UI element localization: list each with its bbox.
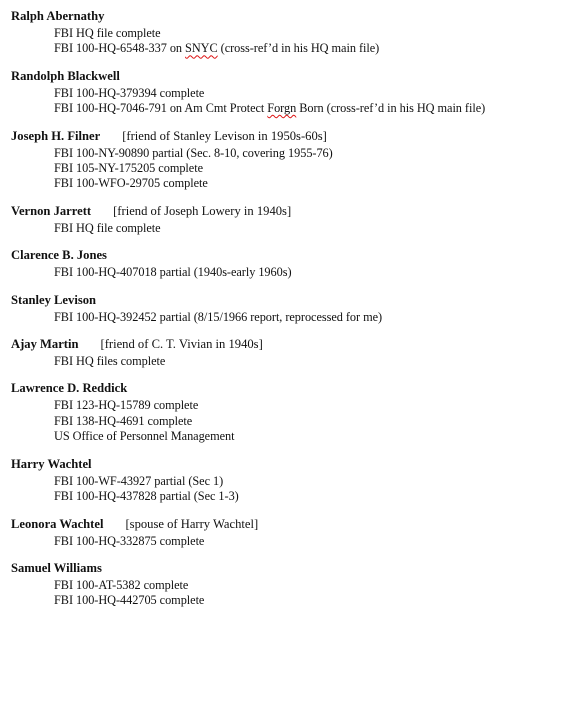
person-entry [11,247,578,280]
person-heading [11,8,578,24]
file-record [54,161,578,176]
file-record [54,489,578,504]
file-record-text: FBI 100-WFO-29705 complete [54,176,208,191]
person-name: Ajay Martin [11,337,79,352]
file-record-text: FBI 100-HQ-392452 partial (8/15/1966 report, reprocessed for me) [54,309,383,324]
file-record-text: FBI 100-HQ-442705 complete [54,593,205,608]
person-name: Randolph Blackwell [11,68,120,83]
file-record [54,101,578,116]
file-record-text: FBI HQ file complete [54,26,161,40]
person-entry [11,292,578,325]
file-list [54,534,578,549]
file-record-text: FBI 100-HQ-332875 complete [54,533,205,548]
file-record [54,414,578,429]
file-list [54,310,578,325]
person-heading [11,128,578,144]
file-record-text: FBI 123-HQ-15789 complete [54,398,199,413]
file-record [54,593,578,608]
person-heading [11,292,578,308]
person-heading [11,516,578,532]
person-name: Stanley Levison [11,292,97,307]
person-name: Samuel Williams [11,560,102,575]
person-entry [11,336,578,369]
person-heading [11,380,578,396]
file-record-text: FBI 105-NY-175205 complete [54,161,203,176]
person-heading [11,68,578,84]
file-list [54,221,578,236]
person-name: Harry Wachtel [11,456,92,471]
person-entry [11,8,578,57]
file-record-text: FBI 100-WF-43927 partial (Sec 1) [54,473,224,488]
file-list [54,265,578,280]
person-name: Joseph H. Filner [11,128,101,143]
file-list [54,398,578,444]
person-name: Clarence B. Jones [11,248,107,263]
file-record-text: US Office of Personnel Management [54,429,235,444]
file-record-text: FBI 100-HQ-7046-791 on Am Cmt Protect [54,101,268,116]
file-record-text: (cross-ref’d in his HQ main file) [217,41,380,56]
file-record [54,398,578,413]
file-record [54,578,578,593]
person-name: Lawrence D. Reddick [11,381,128,396]
person-entry [11,516,578,549]
person-entry [11,560,578,609]
file-record-text: FBI 100-HQ-407018 partial (1940s-early 1960s) [54,265,292,280]
file-record [54,221,578,236]
file-record [54,474,578,489]
person-heading [11,336,578,352]
file-list [54,354,578,369]
file-record-text: FBI 100-HQ-379394 complete [54,85,205,100]
file-record [54,310,578,325]
file-list [54,26,578,57]
file-record [54,176,578,191]
file-record [54,354,578,369]
person-name: Leonora Wachtel [11,516,104,531]
person-entry [11,128,578,192]
person-heading [11,560,578,576]
person-name: Vernon Jarrett [11,203,92,218]
spelling-flagged-word: Forgn [267,101,297,116]
person-note: [friend of Stanley Levison in 1950s-60s] [122,128,327,143]
file-record [54,146,578,161]
person-heading [11,247,578,263]
file-record [54,429,578,444]
person-entry [11,380,578,444]
file-list [54,474,578,505]
file-record-text: FBI HQ files complete [54,354,166,369]
file-record [54,86,578,101]
file-record [54,26,578,41]
file-record-text: FBI 100-NY-90890 partial (Sec. 8-10, covering 1955-76) [54,145,333,160]
file-record-text: FBI HQ file complete [54,220,161,235]
file-record-text: FBI 100-HQ-437828 partial (Sec 1-3) [54,489,239,504]
person-heading [11,456,578,472]
file-list [54,86,578,117]
person-heading [11,203,578,219]
file-record [54,265,578,280]
file-record-text: Born (cross-ref’d in his HQ main file) [296,101,486,116]
person-note: [friend of Joseph Lowery in 1940s] [113,203,292,218]
spelling-flagged-word: SNYC [185,41,218,56]
person-note: [friend of C. T. Vivian in 1940s] [100,337,263,352]
person-entry [11,203,578,236]
person-name: Ralph Abernathy [11,9,105,23]
file-record-text: FBI 138-HQ-4691 complete [54,413,193,428]
file-list [54,146,578,192]
file-record-text: FBI 100-HQ-6548-337 on [54,41,186,56]
file-record-text: FBI 100-AT-5382 complete [54,577,189,592]
file-record [54,41,578,56]
file-record [54,534,578,549]
person-entry [11,456,578,505]
person-entry [11,68,578,117]
file-list [54,578,578,609]
person-note: [spouse of Harry Wachtel] [125,516,259,531]
